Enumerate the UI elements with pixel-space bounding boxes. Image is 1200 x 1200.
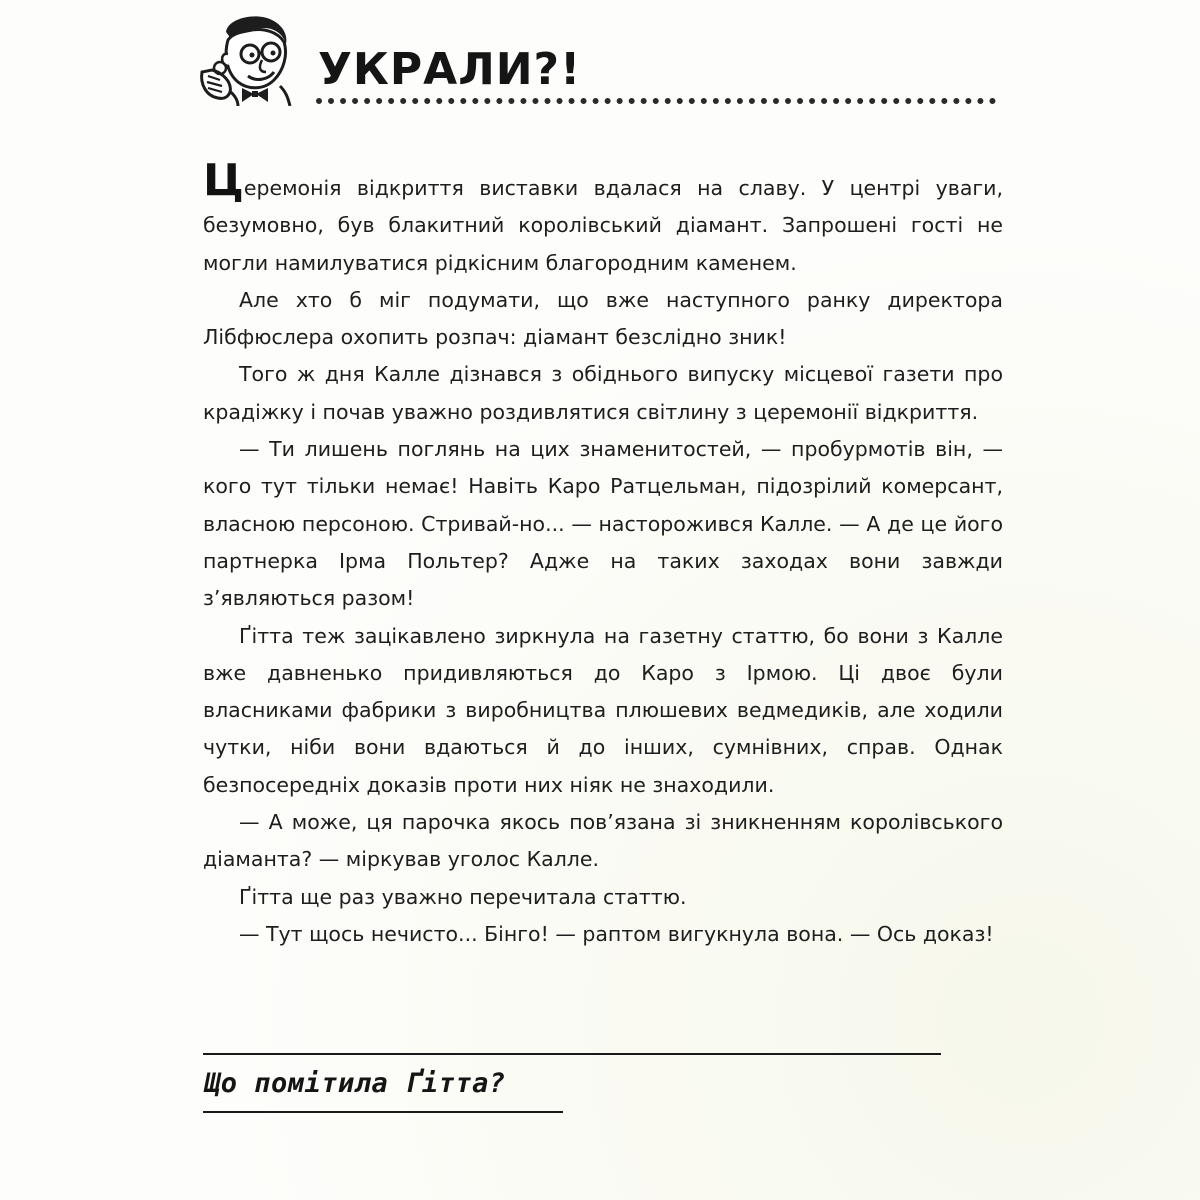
cartoon-detective-icon [198,10,298,106]
puzzle-question: Що помітила Ґітта? [204,1068,506,1099]
drop-cap: Ц [203,155,244,206]
story-paragraph: Ґітта ще раз уважно перечитала статтю. [239,884,687,909]
question-top-rule [203,1053,941,1055]
story-paragraph [203,155,1003,282]
story-text [203,155,1003,953]
title-dotted-divider [316,98,996,104]
story-paragraph-text: еремонія відкриття виставки вдалася на славу. У центрі уваги, безумовно, був блакитний королівський діамант. Запрошені гості не могли намилуватися рідкісним благородним каменем. [203,176,1003,275]
page-title: УКРАЛИ?! [318,44,582,95]
story-paragraph: Але хто б міг подумати, що вже наступного ранку директора Лібфюслера охопить розпач: діамант безслідно зник! [203,287,1003,350]
story-paragraph: — Тут щось нечисто... Бінго! — раптом вигукнула вона. — Ось доказ! [239,921,994,946]
question-bottom-rule [203,1111,563,1113]
story-paragraph: Ґітта теж зацікавлено зиркнула на газетну статтю, бо вони з Калле вже давненько придивляються до Каро з Ірмою. Ці двоє були власниками фабрики з виробництва плюшевих ведмедиків, але ходили чутки, ніби вони вдаються й до інших, сумнівних, справ. Однак безпосередніх доказів проти них ніяк не знаходили. [203,623,1003,797]
story-paragraph: Того ж дня Калле дізнався з обіднього випуску місцевої газети про крадіжку і почав уважно роздивлятися світлину з церемонії відкриття. [203,362,1003,424]
story-paragraph: — А може, ця парочка якось пов’язана зі зникненням королівського діаманта? — міркував уголос Калле. [203,810,1003,872]
story-paragraph: — Ти лишень поглянь на цих знаменитостей, — пробурмотів він, — кого тут тільки немає! Навіть Каро Ратцельман, підозрілий комерсант, власною персоною. Стривай-но... — насторожився Калле. — А де це його партнерка Ірма Польтер? Адже на таких заходах вони завжди з’являються разом! [203,437,1003,611]
